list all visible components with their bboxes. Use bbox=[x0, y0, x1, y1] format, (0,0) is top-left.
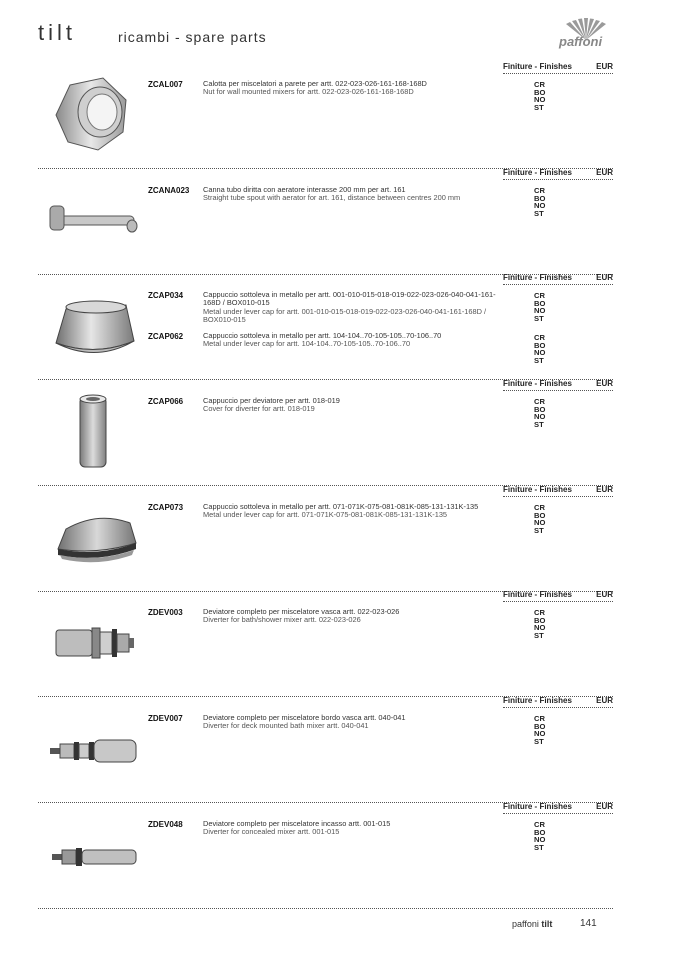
product-section bbox=[38, 592, 613, 697]
finish-list: CR BO NO ST bbox=[534, 820, 546, 852]
slanted-cap-icon bbox=[48, 493, 138, 583]
finish-list: CR BO NO ST bbox=[534, 291, 546, 323]
page-subtitle: ricambi - spare parts bbox=[118, 29, 267, 45]
product-section bbox=[38, 381, 613, 486]
finish-list: CR BO NO ST bbox=[534, 333, 546, 365]
product-description: Deviatore completo per miscelatore vasca artt. 022-023-026 Diverter for bath/shower mixer artt. 022-023-026 bbox=[203, 607, 400, 625]
finishes-header: Finiture - Finishes EUR bbox=[503, 590, 613, 602]
finish-list: CR BO NO ST bbox=[534, 714, 546, 746]
product-code: ZCAP073 bbox=[148, 503, 184, 512]
product-description: Calotta per miscelatori a parete per artt. 022-023-026-161-168-168D Nut for wall mounted mixers for artt. 022-023-026-161-168-168D bbox=[203, 79, 427, 97]
finish-list: CR BO NO ST bbox=[534, 186, 546, 218]
product-description: Cappuccio sottoleva in metallo per artt. 071-071K-075-081-081K-085-131-131K-135 Metal under lever cap for artt. 071-071K-075-081-081K-085-131-131K-135 bbox=[203, 502, 479, 520]
diverter-concealed-icon bbox=[48, 810, 138, 900]
product-description: Deviatore completo per miscelatore incasso artt. 001-015 Diverter for concealed mixer artt. 001-015 bbox=[203, 819, 391, 837]
product-code: ZCAL007 bbox=[148, 80, 183, 89]
product-section bbox=[38, 698, 613, 803]
finish-list: CR BO NO ST bbox=[534, 503, 546, 535]
finishes-header: Finiture - Finishes EUR bbox=[503, 168, 613, 180]
product-description: Canna tubo diritta con aeratore interasse 200 mm per art. 161 Straight tube spout with aerator for art. 161, distance between centres 200 mm bbox=[203, 185, 461, 203]
product-description: Cappuccio per deviatore per artt. 018-019 Cover for diverter for artt. 018-019 bbox=[203, 396, 340, 414]
finishes-header: Finiture - Finishes EUR bbox=[503, 379, 613, 391]
product-code: ZCAP034 bbox=[148, 291, 184, 300]
product-section bbox=[38, 275, 613, 380]
product-description: Deviatore completo per miscelatore bordo vasca artt. 040-041 Diverter for deck mounted bath mixer artt. 040-041 bbox=[203, 713, 406, 731]
section-divider bbox=[38, 908, 613, 909]
product-code: ZCAP062 bbox=[148, 332, 184, 341]
finishes-header: Finiture - Finishes EUR bbox=[503, 696, 613, 708]
nut-icon bbox=[48, 70, 138, 160]
finishes-header: Finiture - Finishes EUR bbox=[503, 485, 613, 497]
finish-list: CR BO NO ST bbox=[534, 608, 546, 640]
product-code: ZDEV048 bbox=[148, 820, 183, 829]
product-section bbox=[38, 487, 613, 592]
product-code: ZCANA023 bbox=[148, 186, 190, 195]
lever-cap-icon bbox=[48, 281, 138, 371]
product-code: ZDEV003 bbox=[148, 608, 183, 617]
finish-list: CR BO NO ST bbox=[534, 80, 546, 112]
diverter-icon bbox=[48, 598, 138, 688]
spout-icon bbox=[48, 176, 138, 266]
footer-series: tilt bbox=[541, 919, 553, 929]
logo-wordmark: paffoni bbox=[559, 34, 603, 49]
finishes-header: Finiture - Finishes EUR bbox=[503, 802, 613, 814]
finishes-header: Finiture - Finishes EUR bbox=[503, 62, 613, 74]
product-section bbox=[38, 64, 613, 169]
page-footer bbox=[512, 918, 597, 929]
product-code: ZDEV007 bbox=[148, 714, 183, 723]
product-code: ZCAP066 bbox=[148, 397, 184, 406]
product-description: Cappuccio sottoleva in metallo per artt. 001-010-015-018-019-022-023-026-040-041-161-168D / BOX010-015 Metal under lever cap for artt. 001-010-015-018-019-022-023-026-040-041-161-168D / BOX010-015 bbox=[203, 290, 496, 325]
diverter-long-icon bbox=[48, 704, 138, 794]
footer-brand: paffoni bbox=[512, 919, 539, 929]
finish-list: CR BO NO ST bbox=[534, 397, 546, 429]
page-number: 141 bbox=[580, 918, 597, 929]
finishes-header: Finiture - Finishes EUR bbox=[503, 273, 613, 285]
product-section bbox=[38, 804, 613, 909]
product-description: Cappuccio sottoleva in metallo per artt. 104-104..70-105-105..70-106..70 Metal under lever cap for artt. 104-104..70-105-105..70-106..70 bbox=[203, 331, 442, 349]
diverter-cover-icon bbox=[48, 387, 138, 477]
product-section bbox=[38, 170, 613, 275]
brand-title: tilt bbox=[38, 20, 76, 45]
